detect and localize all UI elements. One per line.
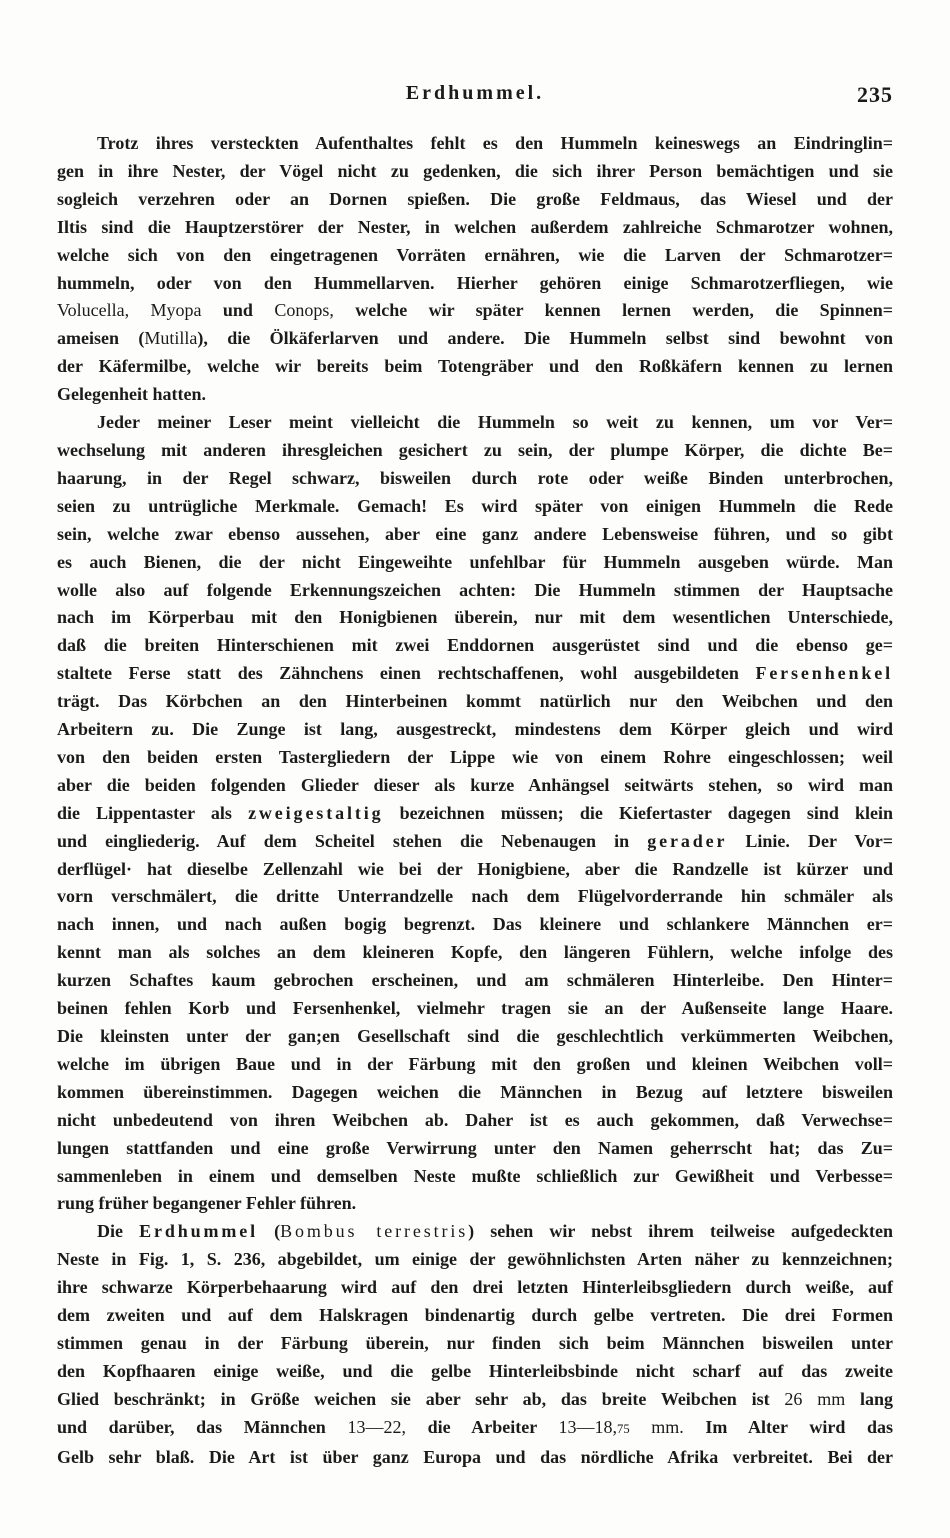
text-line <box>57 1190 893 1218</box>
text-segment: die Lippentaster als <box>57 802 249 823</box>
text-segment: vorn verschmälert, die dritte Unterrandzelle nach dem Flügelvorderrande hin schmäler als <box>57 886 893 907</box>
text-line <box>57 521 893 549</box>
text-segment: gen in ihre Nester, der Vögel nicht zu gedenken, die sich ihrer Person bemächtigen und sie <box>57 160 893 181</box>
latin-text-segment: Volucella, Myopa <box>57 300 202 321</box>
text-line <box>57 493 893 521</box>
text-segment: dem zweiten und auf dem Halskragen bindenartig durch gelbe vertreten. Die drei Formen <box>57 1305 893 1326</box>
text-line <box>57 800 893 828</box>
text-segment: staltete Ferse statt des Zähnchens einen rechtschaffenen, wohl ausgebildeten <box>57 663 756 684</box>
text-segment: die Arbeiter <box>405 1416 559 1437</box>
text-segment: trägt. Das Körbchen an den Hinterbeinen kommt natürlich nur den Weibchen und den <box>57 691 893 712</box>
text-segment: nicht unbedeutend von ihren Weibchen ab. Daher ist es auch gekommen, daß Verwechse= <box>57 1109 893 1130</box>
text-segment: Linie. Der Vor= <box>727 830 893 851</box>
text-segment: zweigestaltig <box>248 802 384 823</box>
text-line <box>57 1444 893 1472</box>
text-segment: Jeder meiner Leser meint vielleicht die Hummeln so weit zu kennen, um vor Ver= <box>97 412 893 433</box>
text-segment: Glied beschränkt; in Größe weichen sie aber sehr ab, das breite Weibchen ist <box>57 1388 785 1409</box>
text-line <box>57 688 893 716</box>
paragraph <box>57 409 893 1218</box>
text-line <box>57 883 893 911</box>
latin-text-segment: mm. <box>629 1416 684 1437</box>
text-line <box>57 1107 893 1135</box>
text-line <box>57 1302 893 1330</box>
text-line <box>57 939 893 967</box>
text-line <box>57 911 893 939</box>
latin-text-segment: Conops, <box>274 300 334 321</box>
text-segment: und eingliederig. Auf dem Scheitel stehen die Nebenaugen in <box>57 830 648 851</box>
text-segment: es auch Bienen, die der nicht Eingeweihte unfehlbar für Hummeln ausgeben würde. Man <box>57 551 893 572</box>
paragraph <box>57 1218 893 1471</box>
text-segment: haarung, in der Regel schwarz, bisweilen durch rote oder weiße Binden unterbrochen, <box>57 467 893 488</box>
text-segment: nach im Körperbau mit den Honigbienen überein, nur mit dem wesentlichen Unterschiede, <box>57 607 893 628</box>
running-title: Erdhummel. <box>405 82 545 104</box>
text-segment: ameisen ( <box>57 328 145 349</box>
text-segment: welche wir später kennen lernen werden, die Spinnen= <box>333 300 893 321</box>
text-segment: Im Alter wird das <box>683 1416 893 1437</box>
text-line <box>57 353 893 381</box>
text-line <box>57 1218 893 1246</box>
text-segment: den Kopfhaaren einige weiße, und die gelbe Hinterleibsbinde nicht scharf auf das zweite <box>57 1360 893 1381</box>
text-line <box>57 995 893 1023</box>
text-line <box>57 1051 893 1079</box>
text-segment: Neste in Fig. 1, S. 236, abgebildet, um einige der gewöhnlichsten Arten näher zu kennzeichnen; <box>57 1249 893 1270</box>
text-line <box>57 1079 893 1107</box>
text-segment: rung früher begangener Fehler führen. <box>57 1193 357 1214</box>
text-line <box>57 1023 893 1051</box>
text-segment: lungen stattfanden und eine große Verwirrung unter den Namen geherrscht hat; das Zu= <box>57 1137 893 1158</box>
text-line <box>57 409 893 437</box>
text-line <box>57 604 893 632</box>
text-segment: hummeln, oder von den Hummellarven. Hierher gehören einige Schmarotzerfliegen, wie <box>57 272 893 293</box>
text-line <box>57 716 893 744</box>
latin-text-segment: 13—18, <box>558 1416 618 1437</box>
text-line <box>57 381 893 409</box>
text-segment: Gelb sehr blaß. Die Art ist über ganz Europa und das nördliche Afrika verbreitet. Bei der <box>57 1446 893 1467</box>
text-segment: seien zu untrügliche Merkmale. Gemach! Es wird später von einigen Hummeln die Rede <box>57 495 893 516</box>
text-segment: welche sich von den eingetragenen Vorräten ernähren, wie die Larven der Schmarotzer= <box>57 244 893 265</box>
text-segment: sammenleben in einem und demselben Neste mußte schließlich zur Gewißheit und Verbesse= <box>57 1165 893 1186</box>
text-segment: und <box>201 300 275 321</box>
latin-text-segment: Bombus terrestris <box>280 1221 469 1242</box>
text-line <box>57 772 893 800</box>
text-segment: stimmen genau in der Färbung überein, nur finden sich beim Männchen bisweilen unter <box>57 1332 893 1353</box>
text-line <box>57 130 893 158</box>
text-segment: Erdhummel <box>139 1221 259 1242</box>
text-segment: wolle also auf folgende Erkennungszeichen achten: Die Hummeln stimmen der Hauptsache <box>57 579 893 600</box>
text-segment: beinen fehlen Korb und Fersenhenkel, vielmehr tragen sie an der Außenseite lange Haare. <box>57 998 893 1019</box>
text-segment: Die kleinsten unter der gan;en Gesellschaft sind die geschlechtlich verkümmerten Weibchen, <box>57 1026 893 1046</box>
text-line <box>57 1386 893 1414</box>
text-line <box>57 270 893 298</box>
text-line <box>57 465 893 493</box>
latin-text-segment: 26 mm <box>784 1388 846 1409</box>
text-segment: kurzen Schaftes kaum gebrochen erscheinen, und am schmäleren Hinterleibe. Den Hinter= <box>57 970 893 991</box>
text-segment: sogleich verzehren oder an Dornen spießen. Die große Feldmaus, das Wiesel und der <box>57 188 893 209</box>
text-line <box>57 828 893 856</box>
text-segment: und darüber, das Männchen <box>57 1416 348 1437</box>
text-line <box>57 632 893 660</box>
text-segment: kennt man als solches an dem kleineren Kopfe, den längeren Fühlern, welche infolge des <box>57 942 893 963</box>
text-segment: Iltis sind die Hauptzerstörer der Nester, in welchen außerdem zahlreiche Schmarotzer wohnen, <box>57 216 893 237</box>
text-segment: daß die breiten Hinterschienen mit zwei Enddornen ausgerüstet sind und die ebenso ge= <box>57 635 893 656</box>
text-segment: ( <box>258 1221 281 1242</box>
text-line <box>57 1330 893 1358</box>
text-segment: Arbeitern zu. Die Zunge ist lang, ausgestreckt, mindestens dem Körper gleich und wird <box>57 719 893 740</box>
text-line <box>57 1135 893 1163</box>
text-segment: der Käfermilbe, welche wir bereits beim Totengräber und den Roßkäfern kennen zu lernen <box>57 356 893 377</box>
text-line <box>57 1358 893 1386</box>
text-segment: Trotz ihres versteckten Aufenthaltes fehlt es den Hummeln keineswegs an Eindringlin= <box>97 133 893 153</box>
text-segment: sein, welche zwar ebenso aussehen, aber eine ganz andere Lebensweise führen, und so gibt <box>57 523 893 544</box>
text-line <box>57 297 893 325</box>
text-segment: bezeichnen müssen; die Kiefertaster dagegen sind klein <box>383 802 893 823</box>
text-segment: ) sehen wir nebst ihrem teilweise aufgedeckten <box>468 1221 894 1242</box>
text-line <box>57 577 893 605</box>
text-segment: nach innen, und nach außen bogig begrenzt. Das kleinere und schlankere Männchen er= <box>57 914 893 935</box>
text-segment: wechselung mit anderen ihresgleichen gesichert zu sein, der plumpe Körper, die dichte Be= <box>57 439 893 460</box>
text-line <box>57 437 893 465</box>
text-segment: welche im übrigen Baue und in der Färbung mit den großen und kleinen Weibchen voll= <box>57 1053 893 1074</box>
text-segment: ), die Ölkäferlarven und andere. Die Hummeln selbst sind bewohnt von <box>197 328 893 349</box>
text-line <box>57 744 893 772</box>
text-line <box>57 325 893 353</box>
text-line <box>57 242 893 270</box>
text-segment: Gelegenheit hatten. <box>57 384 206 405</box>
text-segment: kommen übereinstimmen. Dagegen weichen die Männchen in Bezug auf letztere bisweilen <box>57 1081 893 1102</box>
text-segment: lang <box>845 1388 894 1409</box>
text-line <box>57 660 893 688</box>
text-segment: ihre schwarze Körperbehaarung wird auf den drei letzten Hinterleibsgliedern durch weiße, auf <box>57 1277 893 1298</box>
text-line <box>57 1414 893 1444</box>
paragraph <box>57 130 893 409</box>
page-number: 235 <box>857 82 893 107</box>
latin-text-segment: 75 <box>617 1421 630 1436</box>
body-text <box>57 130 893 1472</box>
text-line <box>57 549 893 577</box>
text-line <box>57 1246 893 1274</box>
text-line <box>57 1163 893 1191</box>
text-segment: Die <box>97 1221 140 1242</box>
text-line <box>57 186 893 214</box>
text-segment: derflügel· hat dieselbe Zellenzahl wie bei der Honigbiene, aber die Randzelle ist kürzer und <box>57 858 893 879</box>
page-header <box>57 82 893 112</box>
text-line <box>57 214 893 242</box>
text-segment: aber die beiden folgenden Glieder dieser als kurze Anhängsel seitwärts stehen, so wird man <box>57 774 893 795</box>
text-line <box>57 967 893 995</box>
latin-text-segment: Mutilla <box>144 328 198 349</box>
text-segment: Fersenhenkel <box>755 663 893 684</box>
text-segment: von den beiden ersten Tastergliedern der Lippe wie von einem Rohre eingeschlossen; weil <box>57 746 893 767</box>
latin-text-segment: 13—22, <box>347 1416 406 1437</box>
text-segment: gerader <box>647 830 728 851</box>
text-line <box>57 158 893 186</box>
text-line <box>57 856 893 884</box>
text-line <box>57 1274 893 1302</box>
